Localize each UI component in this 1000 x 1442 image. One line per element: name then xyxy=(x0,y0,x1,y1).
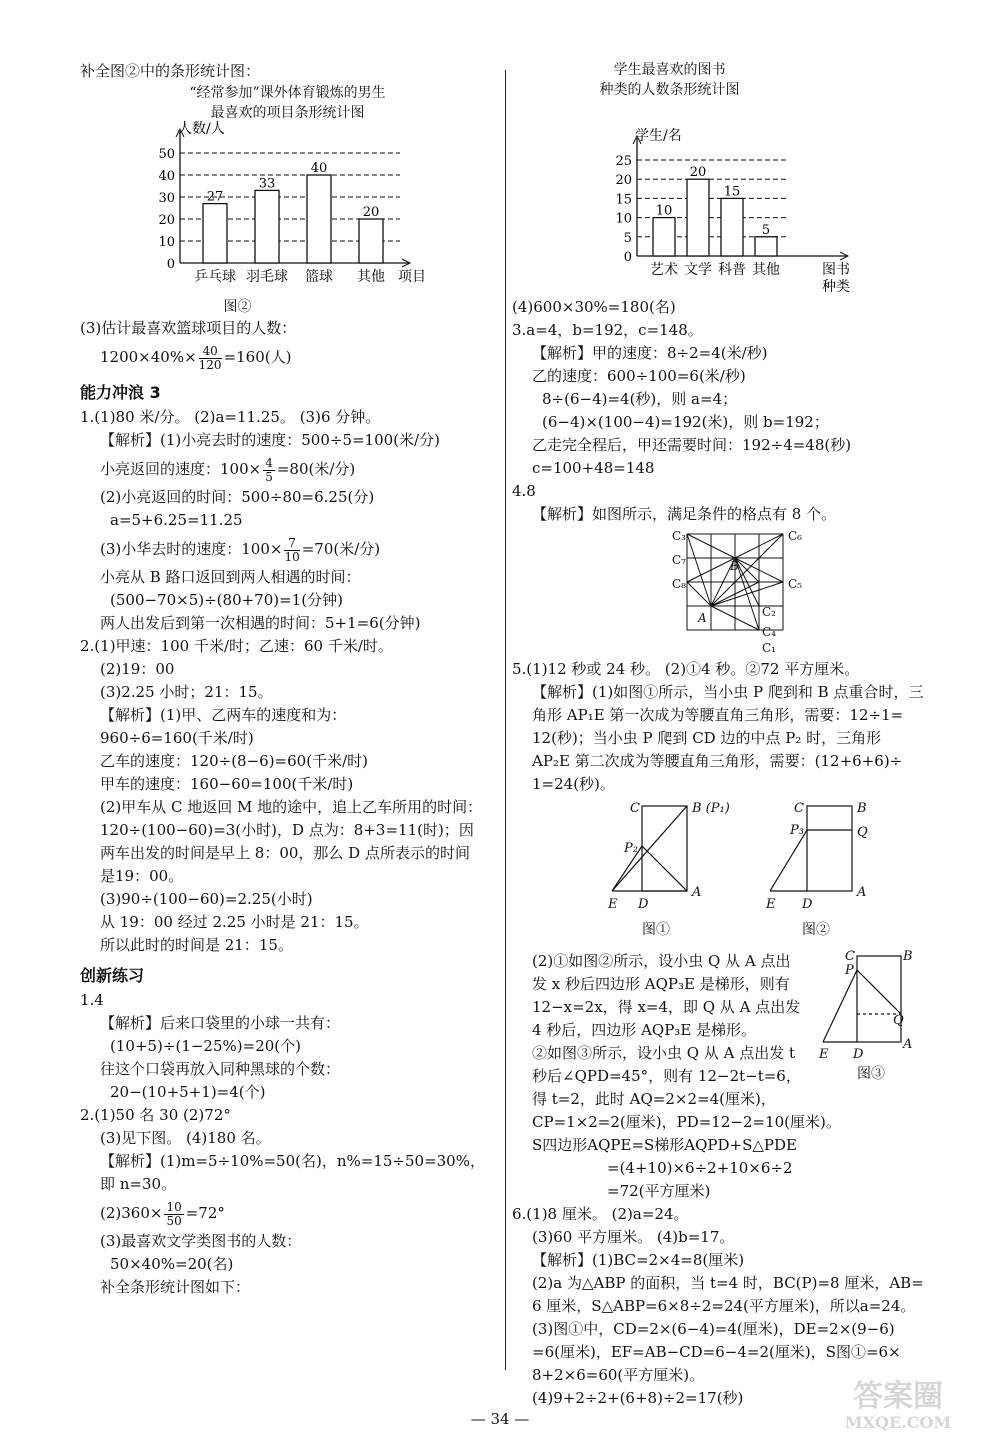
label-c7: C₇ xyxy=(672,553,686,567)
ans-line: (2)小亮返回的时间：500÷80=6.25(分) xyxy=(100,488,375,506)
y-axis-label: 学生/名 xyxy=(635,128,682,144)
fig2-rect xyxy=(807,806,852,891)
q3-num: 40 xyxy=(199,345,222,359)
ans-line: 2.(1)甲速：100 千米/时；乙速：60 千米/时。 xyxy=(80,637,393,655)
grid-lattice-figure xyxy=(512,526,907,654)
segment xyxy=(687,534,711,606)
label-c4: C₄ xyxy=(762,625,776,639)
fig2-label-a: A xyxy=(857,885,867,900)
chart1-title-2: 最喜欢的项目条形统计图 xyxy=(210,105,365,121)
ans-line: 【解析】如图所示，满足条件的格点有 8 个。 xyxy=(532,505,837,523)
ans-line: 12(秒)；当小虫 P 爬到 CD 边的中点 P₂ 时，三角形 xyxy=(532,729,882,747)
ans-line: 乙车的速度：120÷(8−6)=60(千米/时) xyxy=(100,752,368,770)
ans-line: 两人出发后到第一次相遇的时间：5+1=6(分钟) xyxy=(100,614,421,632)
ans-line: 补全条形统计图如下： xyxy=(100,1278,251,1296)
y-tick-label: 10 xyxy=(615,211,632,227)
page-number: — 34 — xyxy=(470,1410,530,1428)
fig3-label-e: E xyxy=(819,1047,829,1062)
y-axis-label: 人数/人 xyxy=(178,121,225,137)
ans-line: 960÷6=160(千米/时) xyxy=(100,729,254,747)
ans-line: 3.a=4，b=192，c=148。 xyxy=(512,321,703,339)
ans-line: (500−70×5)÷(80+70)=1(分钟) xyxy=(110,591,343,609)
right-column xyxy=(512,60,924,1410)
label-a: A xyxy=(698,611,707,625)
frac-post: =80(米/分) xyxy=(276,460,356,478)
fig1-caption: 图① xyxy=(642,922,670,938)
ans-line: (3)90÷(100−60)=2.25(小时) xyxy=(100,890,313,908)
bar-value-label: 5 xyxy=(761,222,771,238)
y-tick-label: 20 xyxy=(615,173,632,189)
books-bar-chart xyxy=(512,100,907,295)
ans-line: 1=24(秒)。 xyxy=(532,775,615,793)
fraction xyxy=(164,1201,183,1228)
section-ability-3: 能力冲浪 3 xyxy=(80,383,161,402)
ans-line: 甲车的速度：160−60=100(千米/时) xyxy=(100,775,354,793)
ans-line: (3)2.25 小时；21：15。 xyxy=(100,683,273,701)
fig1-p2a xyxy=(642,846,687,891)
y-tick-label: 0 xyxy=(623,250,632,265)
bar xyxy=(687,179,709,256)
ans-line: ②如图③所示，设小虫 Q 从 A 点出发 t xyxy=(532,1044,795,1062)
frac-den: 50 xyxy=(166,1213,182,1228)
fig2-label-d: D xyxy=(802,897,813,912)
figure-3 xyxy=(817,949,913,1085)
ans-line-frac xyxy=(80,532,495,566)
ans-line: 【解析】(1)m=5÷10%=50(名)，n%=15÷50=30%， xyxy=(100,1152,485,1170)
bar xyxy=(721,198,743,256)
ans-line: 发 x 秒后四边形 AQP₃E 是梯形，则有 xyxy=(532,975,790,993)
ans-line: 得 t=2，此时 AQ=2×2=4(厘米)， xyxy=(532,1090,776,1108)
ans-line-frac xyxy=(80,452,495,486)
fig1-label-b: B (P₁) xyxy=(692,801,730,816)
fig2-label-c: C xyxy=(794,801,804,816)
frac-post: =70(米/分) xyxy=(301,540,381,558)
label-c6: C₆ xyxy=(788,529,802,543)
fig3-label-a: A xyxy=(903,1037,913,1052)
x-category-label: 篮球 xyxy=(305,269,333,285)
x-category-label: 其他 xyxy=(752,262,780,278)
y-tick-label: 20 xyxy=(158,213,175,228)
label-c2: C₂ xyxy=(762,605,776,619)
x-category-label: 艺术 xyxy=(650,262,678,278)
y-tick-label: 25 xyxy=(615,154,632,169)
bar-value-label: 27 xyxy=(206,189,224,205)
figures-1-2 xyxy=(512,796,907,946)
ans-line: =(4+10)×6÷2+10×6÷2 xyxy=(607,1159,793,1177)
q3-formula xyxy=(80,340,495,374)
fig2-ep3 xyxy=(770,830,807,891)
column-divider xyxy=(505,70,506,1370)
frac-pre: 小亮返回的速度：100× xyxy=(100,460,262,478)
frac-post: =72° xyxy=(185,1204,225,1222)
fig3-ep xyxy=(823,970,857,1042)
ans-line: (2)①如图②所示，设小虫 Q 从 A 点出 xyxy=(532,952,791,970)
ans-line: CP=1×2=2(厘米)，PD=12−2=10(厘米)。 xyxy=(532,1113,841,1131)
ans-line: (3)图①中，CD=2×(6−4)=4(厘米)，DE=2×(9−6) xyxy=(532,1320,895,1338)
fig3-label-c: C xyxy=(845,949,855,964)
fraction xyxy=(284,537,299,564)
q3-text: (3)估计最喜欢篮球项目的人数： xyxy=(80,319,297,337)
ans-line: 1.(1)80 米/分。 (2)a=11.25。 (3)6 分钟。 xyxy=(80,408,381,426)
label-c5: C₅ xyxy=(788,577,802,591)
fig2-caption: 图② xyxy=(802,922,830,938)
ans-line: S四边形AQPE=S梯形AQPD+S△PDE xyxy=(532,1136,797,1154)
ans-line: =72(平方厘米) xyxy=(607,1182,711,1200)
q5-part2-block xyxy=(512,949,913,1088)
ans-line: 【解析】(1)BC=2×4=8(厘米) xyxy=(532,1251,745,1269)
bar-value-label: 20 xyxy=(689,165,707,181)
fig3-label-p: P xyxy=(845,963,854,978)
ans-line: 【解析】(1)如图①所示，当小虫 P 爬到和 B 点重合时，三 xyxy=(532,683,924,701)
ans-line: 两车出发的时间是早上 8：00，那么 D 点所表示的时间 xyxy=(100,844,470,862)
ans-line: a=5+6.25=11.25 xyxy=(110,511,243,529)
fig1-label-p2: P₂ xyxy=(624,841,638,856)
fig2-label-p3: P₃ xyxy=(790,823,804,838)
fig3-rect xyxy=(857,956,901,1042)
ans-line: 【解析】后来口袋里的小球一共有： xyxy=(100,1014,341,1032)
ans-line: 120÷(100−60)=3(小时)，D 点为：8+3=11(时)；因 xyxy=(100,821,474,839)
q3-fraction xyxy=(199,345,222,372)
intro-text: 补全图②中的条形统计图： xyxy=(80,62,261,80)
ans-line: 从 19：00 经过 2.25 小时是 21：15。 xyxy=(100,913,369,931)
x-axis-label: 项目 xyxy=(398,269,426,285)
ans-line: (4)9+2÷2+(6+8)÷2=17(秒) xyxy=(532,1389,744,1407)
ans-line: 8+2×6=60(平方厘米)。 xyxy=(532,1366,705,1384)
bar xyxy=(203,204,227,263)
ans-line: 6 厘米，S△ABP=6×8÷2=24(平方厘米)，所以a=24。 xyxy=(532,1297,916,1315)
x-category-label: 乒乓球 xyxy=(194,269,236,285)
ans-line: 6.(1)8 厘米。 (2)a=24。 xyxy=(512,1205,689,1223)
bar-value-label: 20 xyxy=(362,205,380,220)
fraction xyxy=(263,457,275,484)
ans-line: (6−4)×(100−4)=192(米)，则 b=192； xyxy=(542,413,829,431)
ans-line: 【解析】(1)甲、乙两车的速度和为： xyxy=(100,706,347,724)
fig3-caption: 图③ xyxy=(857,1066,885,1082)
ans-line: 角形 AP₁E 第一次成为等腰直角三角形，需要：12÷1= xyxy=(532,706,904,724)
ans-line: 4 秒后，四边形 AQP₃E 是梯形。 xyxy=(532,1021,757,1039)
fig1-label-a: A xyxy=(692,885,702,900)
label-b: B xyxy=(730,559,739,573)
frac-pre: (3)小华去时的速度：100× xyxy=(100,540,283,558)
x-category-label: 其他 xyxy=(357,269,385,285)
watermark-logo xyxy=(808,1372,988,1432)
ans-line: AP₂E 第二次成为等腰直角三角形，需要：(12+6+6)÷ xyxy=(532,752,903,770)
ans-line: (2)a 为△ABP 的面积，当 t=4 时，BC(P)=8 厘米，AB= xyxy=(532,1274,924,1292)
ans-line: (3)最喜欢文学类图书的人数： xyxy=(100,1232,302,1250)
y-tick-label: 30 xyxy=(158,191,175,206)
ans-line: 是19：00。 xyxy=(100,867,184,885)
x-axis-label: 图书 xyxy=(822,262,850,278)
fig3-pq xyxy=(857,970,901,1014)
ans-line: 所以此时的时间是 21：15。 xyxy=(100,936,293,954)
ans-line: 即 n=30。 xyxy=(100,1175,177,1193)
bar xyxy=(653,218,675,256)
watermark-sub: MXQE.COM xyxy=(844,1413,952,1432)
chart1-caption: 图② xyxy=(223,299,252,315)
y-tick-label: 5 xyxy=(623,230,632,246)
frac-num: 7 xyxy=(284,537,299,551)
x-axis-label: 种类 xyxy=(822,279,850,295)
chart2-title-2: 种类的人数条形统计图 xyxy=(599,82,740,98)
ans-line: 秒后∠QPD=45°，则有 12−2t−t=6， xyxy=(532,1067,801,1085)
ans-line: 2.(1)50 名 30 (2)72° xyxy=(80,1106,231,1124)
x-category-label: 科普 xyxy=(718,262,746,278)
bar xyxy=(307,175,331,263)
ans-line: (10+5)÷(1−25%)=20(个) xyxy=(110,1037,301,1055)
bar xyxy=(255,190,279,263)
fig3-label-d: D xyxy=(853,1047,864,1062)
ans-line: 20−(10+5+1)=4(个) xyxy=(110,1083,266,1101)
frac-pre: (2)360× xyxy=(100,1204,163,1222)
label-c8: C₈ xyxy=(672,577,686,591)
ans-line: 乙的速度：600÷100=6(米/秒) xyxy=(532,367,746,385)
label-c1: C₁ xyxy=(762,641,776,655)
ans-line: 1.4 xyxy=(80,991,104,1009)
frac-num: 10 xyxy=(166,1199,182,1214)
ans-line: 4.8 xyxy=(512,482,536,500)
x-category-label: 羽毛球 xyxy=(246,269,288,285)
ans-line: c=100+48=148 xyxy=(532,459,655,477)
fig2-label-b: B xyxy=(857,801,867,816)
fig3-label-b: B xyxy=(903,949,913,964)
y-tick-label: 10 xyxy=(158,235,175,250)
chart1-title-1: “经常参加”课外体育锻炼的男生 xyxy=(189,85,386,101)
ans-line: (3)见下图。 (4)180 名。 xyxy=(100,1129,271,1147)
ans-line: 乙走完全程后，甲还需要时间：192÷4=48(秒) xyxy=(532,436,852,454)
ans-line: 5.(1)12 秒或 24 秒。 (2)①4 秒。②72 平方厘米。 xyxy=(512,660,860,678)
fig1-label-e: E xyxy=(608,897,618,912)
ans-line: 8÷(6−4)=4(秒)，则 a=4； xyxy=(542,390,738,408)
ans-line: 50×40%=20(名) xyxy=(110,1255,234,1273)
fig3-label-q: Q xyxy=(893,1013,904,1028)
bar xyxy=(359,219,383,263)
fig2-label-e: E xyxy=(766,897,776,912)
ans-line: (2)甲车从 C 地返回 M 地的途中，追上乙车所用的时间： xyxy=(100,798,483,816)
fig2-label-q: Q xyxy=(857,825,868,840)
ans-line: (4)600×30%=180(名) xyxy=(512,298,676,316)
q3-den: 120 xyxy=(198,357,222,372)
bar xyxy=(755,237,777,256)
ans-line: 小亮从 B 路口返回到两人相遇的时间： xyxy=(100,568,361,586)
y-tick-label: 15 xyxy=(615,192,632,208)
frac-den: 10 xyxy=(284,549,300,564)
label-c3: C₃ xyxy=(672,529,686,543)
bar-value-label: 10 xyxy=(655,203,673,219)
ans-line: (2)19：00 xyxy=(100,660,175,678)
ans-line: 【解析】甲的速度：8÷2=4(米/秒) xyxy=(532,344,768,362)
left-column xyxy=(80,60,495,1299)
frac-num: 4 xyxy=(265,455,273,470)
ans-line: =6(厘米)，EF=AB−CD=6−4=2(厘米)，S图①=6× xyxy=(532,1343,901,1361)
watermark-text: 答案圈 xyxy=(853,1379,943,1414)
bar-value-label: 40 xyxy=(310,161,328,176)
ans-line: 往这个口袋再放入同种黑球的个数： xyxy=(100,1060,341,1078)
ans-line: 【解析】(1)小亮去时的速度：500÷5=100(米/分) xyxy=(100,431,440,449)
section-innovation: 创新练习 xyxy=(80,966,145,985)
sports-bar-chart xyxy=(80,123,495,293)
fig1-label-d: D xyxy=(638,897,649,912)
x-category-label: 文学 xyxy=(684,262,712,278)
q3-formula-b: =160(人) xyxy=(223,348,292,366)
y-tick-label: 40 xyxy=(158,169,175,184)
frac-den: 5 xyxy=(265,469,273,484)
fig1-label-c: C xyxy=(630,801,640,816)
bar-value-label: 15 xyxy=(723,184,741,200)
y-tick-label: 0 xyxy=(166,257,175,272)
chart2-title-1: 学生最喜欢的图书 xyxy=(613,62,726,78)
ans-line: 12−x=2x，得 x=4，即 Q 从 A 点出发 xyxy=(532,998,801,1016)
q3-formula-a: 1200×40%× xyxy=(100,348,197,366)
y-tick-label: 50 xyxy=(158,147,175,162)
ans-line-frac xyxy=(80,1196,495,1230)
bar-value-label: 33 xyxy=(258,176,276,192)
ans-line: (3)60 平方厘米。 (4)b=17。 xyxy=(532,1228,735,1246)
